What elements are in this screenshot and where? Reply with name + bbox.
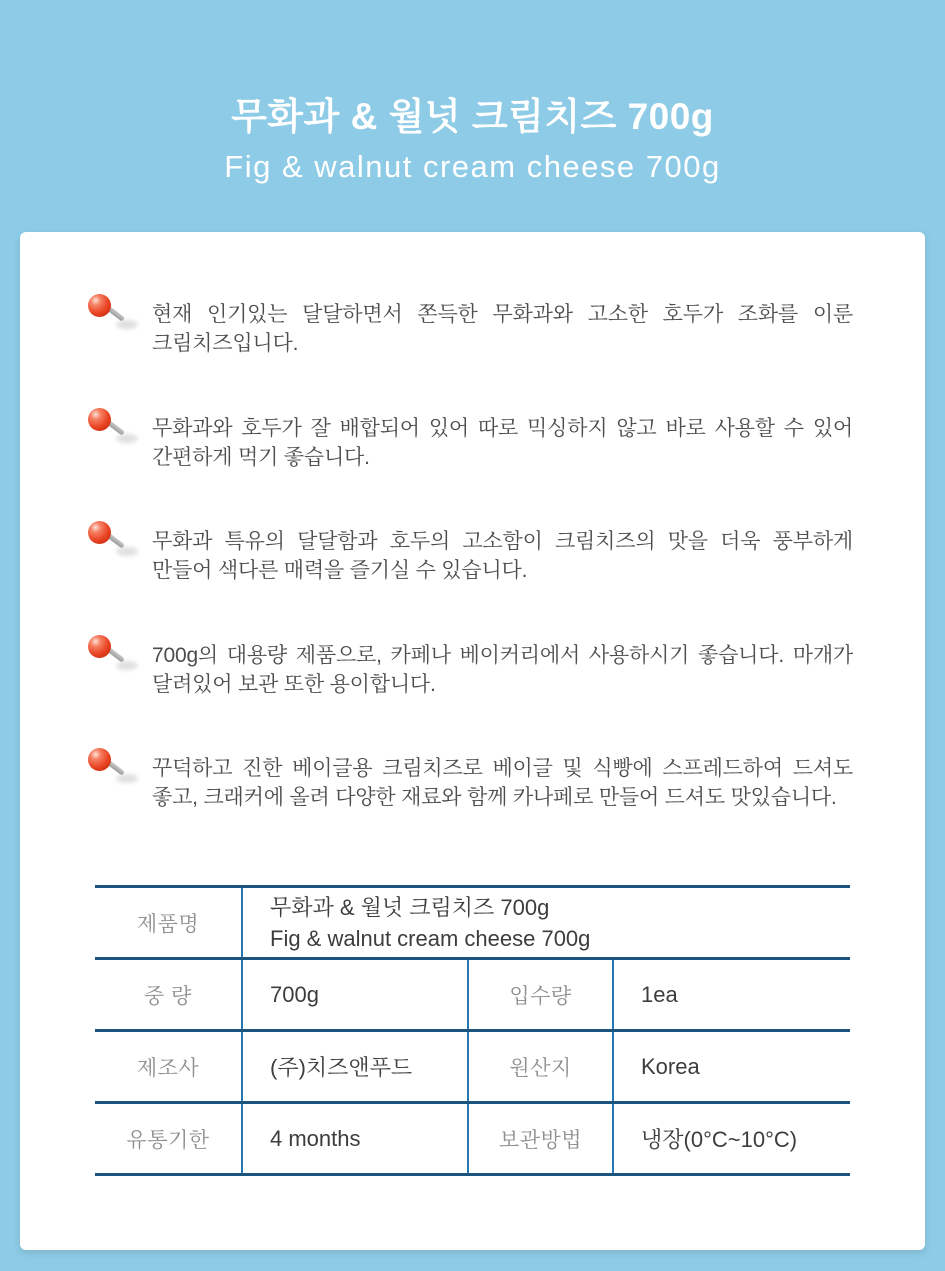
spec-value-shelf-life: 4 months (242, 1103, 468, 1175)
page-subtitle: Fig & walnut cream cheese 700g (224, 149, 721, 184)
red-pushpin-icon (88, 521, 152, 561)
spec-value-quantity: 1ea (613, 959, 850, 1031)
bullet-text: 무화과 특유의 달달함과 호두의 고소함이 크림치즈의 맛을 더욱 풍부하게 만들어 색다른 매력을 즐기실 수 있습니다. (152, 530, 853, 582)
table-row-weight (95, 959, 850, 1031)
bullet-text: 현재 인기있는 달달하면서 쫀득한 무화과와 고소한 호두가 조화를 이룬 크림치즈입니다. (152, 303, 853, 355)
red-pushpin-icon (88, 294, 152, 334)
pushpin-head (88, 294, 111, 317)
pushpin-shadow (116, 320, 138, 329)
red-pushpin-icon (88, 635, 152, 675)
spec-label-shelf-life: 유통기한 (126, 1128, 210, 1152)
bullet-text: 무화과와 호두가 잘 배합되어 있어 따로 믹싱하지 않고 바로 사용할 수 있어 간편하게 먹기 좋습니다. (152, 417, 853, 469)
pushpin-head (88, 748, 111, 771)
spec-label-product-name: 제품명 (136, 912, 200, 936)
spec-value-origin: Korea (613, 1031, 850, 1103)
table-row-manufacturer (95, 1031, 850, 1103)
pushpin-head (88, 635, 111, 658)
spec-label-weight: 중 량 (144, 984, 192, 1008)
spec-value-product-name (242, 887, 850, 959)
spec-label-manufacturer: 제조사 (136, 1056, 200, 1080)
pushpin-shadow (116, 661, 138, 670)
bullet-text: 700g의 대용량 제품으로, 카페나 베이커리에서 사용하시기 좋습니다. 마개가 달려있어 보관 또한 용이합니다. (152, 644, 853, 696)
pushpin-head (88, 408, 111, 431)
spec-label-storage: 보관방법 (468, 1103, 613, 1175)
table-row-expiry (95, 1103, 850, 1175)
pushpin-shadow (116, 434, 138, 443)
spec-label-origin: 원산지 (468, 1031, 613, 1103)
bullet-item-1 (88, 300, 853, 358)
bullet-item-2 (88, 414, 853, 472)
pushpin-head (88, 521, 111, 544)
bullet-item-5 (88, 754, 853, 812)
spec-value-storage: 냉장(0°C~10°C) (613, 1103, 850, 1175)
bullet-item-4 (88, 641, 853, 699)
spec-label-quantity: 입수량 (468, 959, 613, 1031)
spec-value-manufacturer: (주)치즈앤푸드 (242, 1031, 468, 1103)
red-pushpin-icon (88, 748, 152, 788)
product-name-english: Fig & walnut cream cheese 700g (270, 925, 591, 951)
table-row-product (95, 887, 850, 959)
spec-value-weight: 700g (242, 959, 468, 1031)
product-name-korean: 무화과 & 월넛 크림치즈 700g (270, 894, 550, 920)
pushpin-shadow (116, 774, 138, 783)
page-title: 무화과 & 월넛 크림치즈 700g (231, 96, 714, 137)
bullet-item-3 (88, 527, 853, 585)
spec-table (95, 885, 850, 1176)
bullet-text: 꾸덕하고 진한 베이글용 크림치즈로 베이글 및 식빵에 스프레드하여 드셔도 좋고, 크래커에 올려 다양한 재료와 함께 카나페로 만들어 드셔도 맛있습니다. (152, 757, 853, 809)
red-pushpin-icon (88, 408, 152, 448)
content-card (20, 232, 925, 1250)
pushpin-shadow (116, 547, 138, 556)
